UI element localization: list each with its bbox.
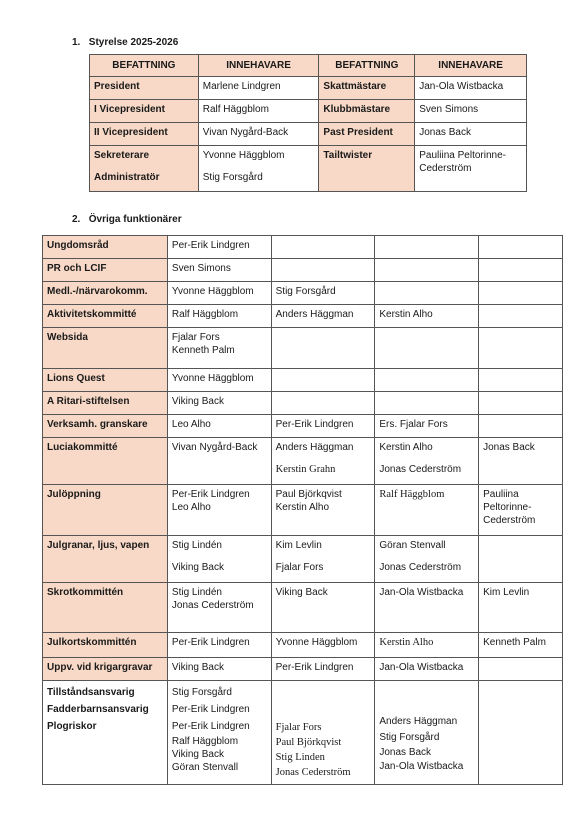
cell-line: Stig Linden	[275, 752, 325, 763]
cell-line: Viking Back	[171, 749, 224, 760]
row-label	[43, 681, 168, 785]
table-row	[43, 236, 563, 259]
cell-line: Kerstin Alho	[275, 502, 330, 513]
cell	[167, 485, 271, 536]
board-role: II Vicepresident	[90, 123, 199, 146]
cell: Anders Häggman	[271, 305, 375, 328]
row-label: PR och LCIF	[43, 259, 168, 282]
cell: Per-Erik Lindgren	[271, 415, 375, 438]
cell	[375, 536, 479, 583]
table-row	[43, 583, 563, 633]
cell: Jan-Ola Wistbacka	[375, 658, 479, 681]
cell-line: Per-Erik Lindgren	[171, 721, 250, 732]
cell: Stig Forsgård	[271, 282, 375, 305]
board-role: I Vicepresident	[90, 100, 199, 123]
cell-line: Stig Forsgård	[171, 687, 232, 698]
row-label: Julöppning	[43, 485, 168, 536]
row-label: Luciakommitté	[43, 438, 168, 485]
cell-line: Ralf Häggblom	[171, 736, 239, 747]
cell	[375, 681, 479, 785]
cell-line: Anders Häggman	[275, 442, 354, 453]
cell: Per-Erik Lindgren	[167, 236, 271, 259]
cell: Sven Simons	[167, 259, 271, 282]
cell-line: Paul Björkqvist	[275, 737, 342, 748]
board-holder-secretary: Yvonne Häggblom	[202, 150, 285, 161]
cell: Per-Erik Lindgren	[167, 633, 271, 658]
board-holder: Vivan Nygård-Back	[198, 123, 319, 146]
cell-line: Jonas Cederström	[171, 600, 254, 611]
board-role-secretary: Sekreterare	[94, 150, 150, 161]
board-heading	[72, 37, 178, 48]
board-header-row	[90, 55, 527, 77]
cell-line: Fjalar Fors	[171, 332, 220, 343]
row-label: Lions Quest	[43, 369, 168, 392]
cell: Viking Back	[271, 583, 375, 633]
cell	[271, 438, 375, 485]
cell-line: Fjalar Fors	[275, 562, 324, 573]
table-row	[43, 392, 563, 415]
cell-line: Stig Lindén	[171, 540, 222, 551]
cell-line: Peltorinne-	[483, 502, 532, 513]
cell: Vivan Nygård-Back	[167, 438, 271, 485]
board-role-administrator: Administratör	[94, 172, 160, 183]
label-line: Tillståndsansvarig	[47, 687, 135, 698]
row-label: A Ritari-stiftelsen	[43, 392, 168, 415]
table-row	[43, 259, 563, 282]
row-label: Ungdomsråd	[43, 236, 168, 259]
cell	[167, 328, 271, 369]
cell: Yvonne Häggblom	[167, 369, 271, 392]
cell-line: Leo Alho	[171, 502, 211, 513]
cell	[271, 485, 375, 536]
cell: Kerstin Alho	[375, 633, 479, 658]
cell-line: Paul Björkqvist	[275, 489, 342, 500]
row-label: Websida	[43, 328, 168, 369]
board-role: Skattmästare	[319, 77, 415, 100]
cell-line: Kerstin Grahn	[275, 464, 336, 475]
cell	[271, 681, 375, 785]
board-holder: Sven Simons	[415, 100, 527, 123]
board-holder	[198, 146, 319, 192]
cell-line: Stig Lindén	[171, 587, 222, 598]
row-label: Skrotkommittén	[43, 583, 168, 633]
table-row	[43, 369, 563, 392]
cell-line: Kim Levlin	[275, 540, 322, 551]
row-label: Julkortskommittén	[43, 633, 168, 658]
cell-line: Cederström	[483, 515, 536, 526]
table-row	[43, 658, 563, 681]
board-role: Klubbmästare	[319, 100, 415, 123]
board-heading-number: 1.	[72, 37, 81, 48]
cell: Jan-Ola Wistbacka	[375, 583, 479, 633]
cell	[375, 438, 479, 485]
cell: Ralf Häggblom	[167, 305, 271, 328]
cell-line: Fjalar Fors	[275, 722, 322, 733]
officials-heading	[72, 214, 182, 225]
board-role: Tailtwister	[319, 146, 415, 192]
board-header-cell: BEFATTNING	[90, 55, 199, 77]
cell-line: Jonas Back	[379, 747, 432, 758]
row-label: Medl.-/närvarokomm.	[43, 282, 168, 305]
table-row	[43, 485, 563, 536]
cell: Leo Alho	[167, 415, 271, 438]
board-role	[90, 146, 199, 192]
label-line: Fadderbarnsansvarig	[47, 704, 149, 715]
board-role: President	[90, 77, 199, 100]
cell: Kenneth Palm	[479, 633, 563, 658]
board-holder: Ralf Häggblom	[198, 100, 319, 123]
label-line: Plogriskor	[47, 721, 97, 732]
cell-line: Jan-Ola Wistbacka	[379, 761, 464, 772]
table-row	[43, 681, 563, 785]
cell-line: Jonas Cederström	[275, 767, 351, 778]
cell-line: Per-Erik Lindgren	[171, 489, 250, 500]
cell: Ralf Häggblom	[375, 485, 479, 536]
cell: Yvonne Häggblom	[167, 282, 271, 305]
board-holder-administrator: Stig Forsgård	[202, 172, 263, 183]
board-holder: Jan-Ola Wistbacka	[415, 77, 527, 100]
board-header-cell: INNEHAVARE	[415, 55, 527, 77]
table-row	[43, 438, 563, 485]
cell: Kerstin Alho	[375, 305, 479, 328]
cell: Per-Erik Lindgren	[271, 658, 375, 681]
cell-line: Viking Back	[171, 562, 224, 573]
cell-line: Göran Stenvall	[379, 540, 446, 551]
cell: Jonas Back	[479, 438, 563, 485]
cell-line: Kenneth Palm	[171, 345, 235, 356]
cell	[167, 681, 271, 785]
board-row	[90, 100, 527, 123]
board-role: Past President	[319, 123, 415, 146]
row-label: Uppv. vid krigargravar	[43, 658, 168, 681]
cell-line: Per-Erik Lindgren	[171, 704, 250, 715]
officials-heading-number: 2.	[72, 214, 81, 225]
cell-line: Göran Stenvall	[171, 762, 239, 773]
cell-line: Stig Forsgård	[379, 732, 440, 743]
board-table	[89, 54, 527, 192]
board-holder: Jonas Back	[415, 123, 527, 146]
table-row	[43, 305, 563, 328]
cell: Yvonne Häggblom	[271, 633, 375, 658]
cell: Viking Back	[167, 658, 271, 681]
row-label: Aktivitetskommitté	[43, 305, 168, 328]
cell-line: Jonas Cederström	[379, 562, 462, 573]
board-header-cell: INNEHAVARE	[198, 55, 319, 77]
cell	[167, 583, 271, 633]
cell-line: Kerstin Alho	[379, 442, 433, 453]
board-holder: Marlene Lindgren	[198, 77, 319, 100]
cell: Kim Levlin	[479, 583, 563, 633]
cell	[167, 536, 271, 583]
table-row	[43, 415, 563, 438]
row-label: Verksamh. granskare	[43, 415, 168, 438]
table-row	[43, 536, 563, 583]
cell	[479, 485, 563, 536]
table-row	[43, 328, 563, 369]
table-row	[43, 633, 563, 658]
board-header-cell: BEFATTNING	[319, 55, 415, 77]
board-row	[90, 146, 527, 192]
cell-line: Pauliina	[483, 489, 519, 500]
cell	[271, 536, 375, 583]
board-holder: Pauliina Peltorinne-Cederström	[415, 146, 527, 192]
cell-line: Anders Häggman	[379, 716, 458, 727]
board-row	[90, 77, 527, 100]
row-label: Julgranar, ljus, vapen	[43, 536, 168, 583]
cell: Viking Back	[167, 392, 271, 415]
cell: Ers. Fjalar Fors	[375, 415, 479, 438]
cell-line: Jonas Cederström	[379, 464, 462, 475]
officials-heading-title: Övriga funktionärer	[88, 214, 182, 225]
board-heading-title: Styrelse 2025-2026	[88, 37, 179, 48]
board-row	[90, 123, 527, 146]
officials-table	[42, 235, 563, 785]
table-row	[43, 282, 563, 305]
